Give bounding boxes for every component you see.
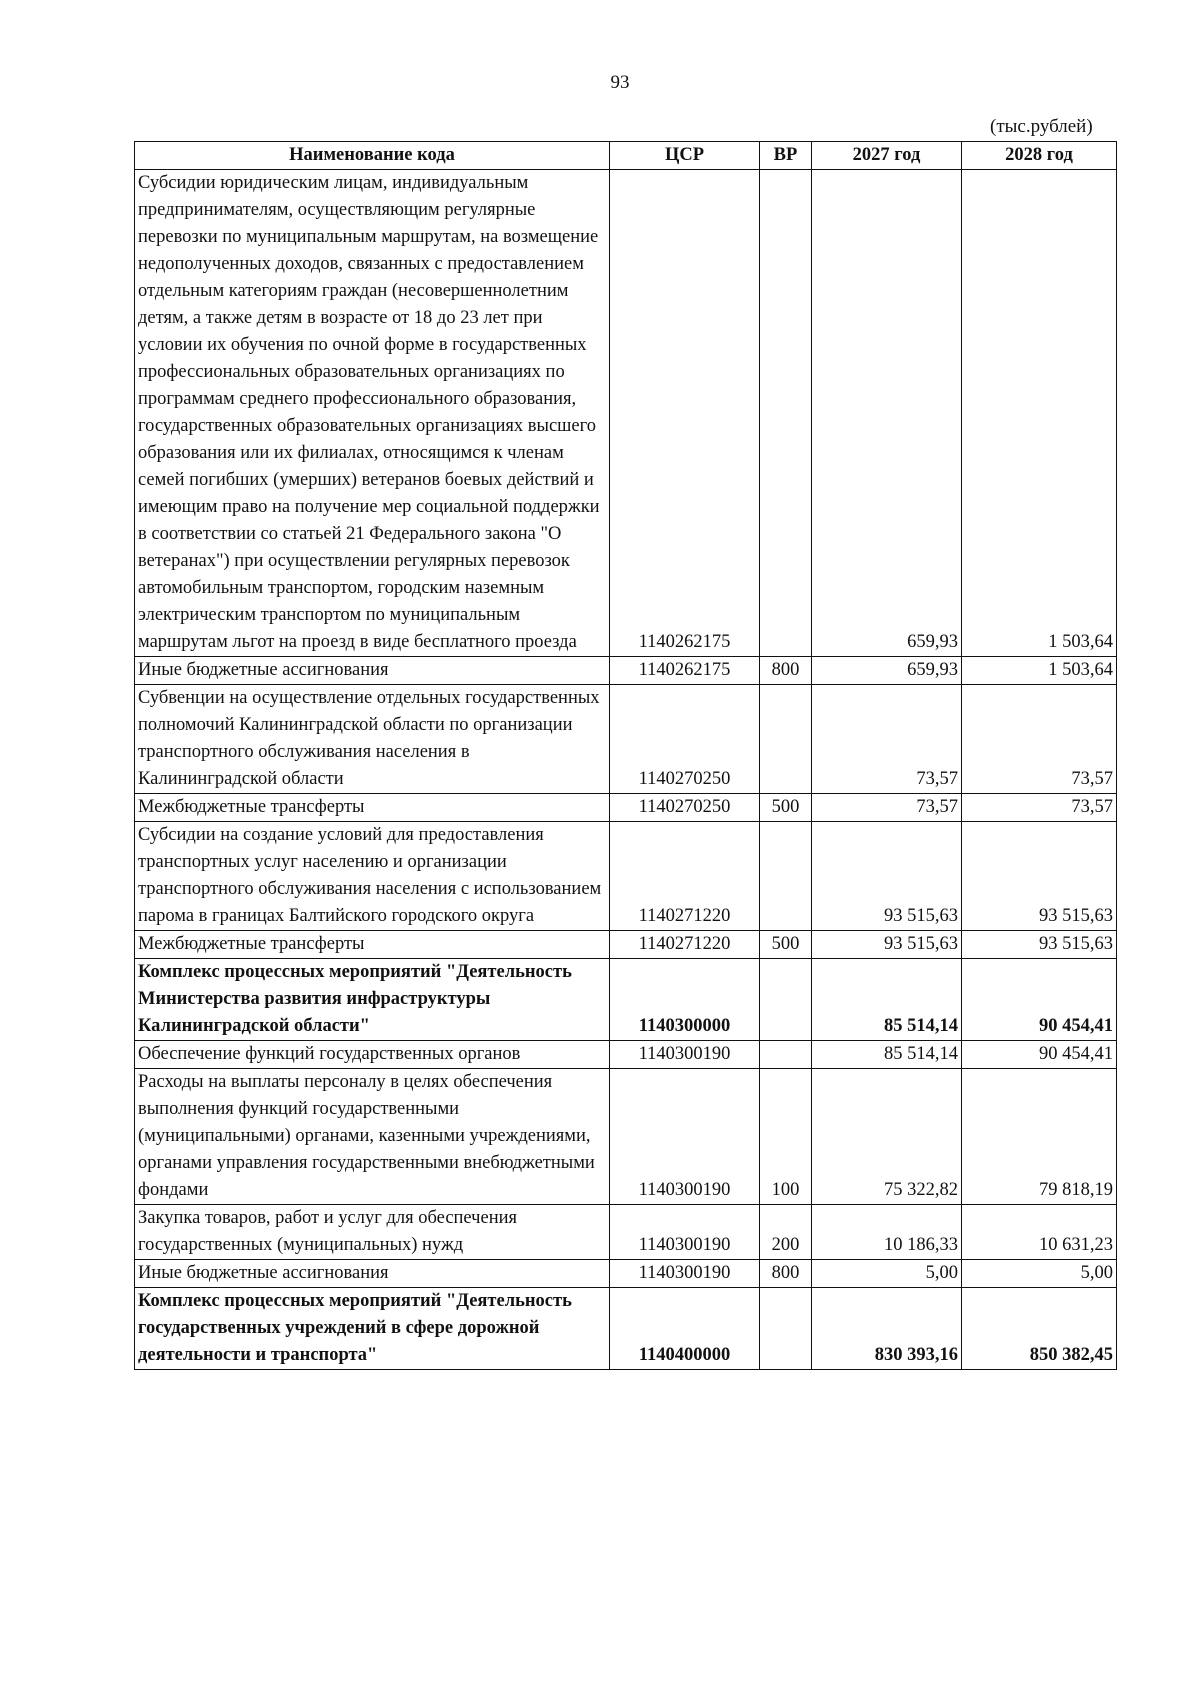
table-row xyxy=(135,1205,1117,1260)
cell-vr xyxy=(760,170,812,657)
units-label: (тыс.рублей) xyxy=(990,116,1093,137)
table-row xyxy=(135,170,1117,657)
cell-2027: 75 322,82 xyxy=(812,1069,962,1205)
cell-2027: 10 186,33 xyxy=(812,1205,962,1260)
cell-vr xyxy=(760,1041,812,1069)
cell-name: Субсидии на создание условий для предоставления транспортных услуг населению и организации транспортного обслуживания населения с использованием парома в границах Балтийского городского округа xyxy=(135,822,610,931)
page-number: 93 xyxy=(610,72,630,93)
cell-csr: 1140271220 xyxy=(610,822,760,931)
cell-name: Закупка товаров, работ и услуг для обеспечения государственных (муниципальных) нужд xyxy=(135,1205,610,1260)
cell-2028: 90 454,41 xyxy=(962,1041,1117,1069)
cell-2028: 73,57 xyxy=(962,685,1117,794)
cell-name: Обеспечение функций государственных органов xyxy=(135,1041,610,1069)
cell-vr: 100 xyxy=(760,1069,812,1205)
cell-csr: 1140271220 xyxy=(610,931,760,959)
cell-name: Комплекс процессных мероприятий "Деятельность Министерства развития инфраструктуры Калининградской области" xyxy=(135,959,610,1041)
cell-csr: 1140262175 xyxy=(610,170,760,657)
table-row xyxy=(135,931,1117,959)
cell-name: Субсидии юридическим лицам, индивидуальным предпринимателям, осуществляющим регулярные перевозки по муниципальным маршрутам, на возмещение недополученных доходов, связанных с предоставлением отдельным категориям граждан (несовершеннолетним детям, а также детям в возрасте от 18 до 23 лет при условии их обучения по очной форме в государственных профессиональных образовательных организациях по программам среднего профессионального образования, государственных образовательных организациях высшего образования или их филиалах, относящимся к членам семей погибших (умерших) ветеранов боевых действий и имеющим право на получение мер социальной поддержки в соответствии со статьей 21 Федерального закона "О ветеранах") при осуществлении регулярных перевозок автомобильным транспортом, городским наземным электрическим транспортом по муниципальным маршрутам льгот на проезд в виде бесплатного проезда xyxy=(135,170,610,657)
table-row xyxy=(135,794,1117,822)
cell-vr xyxy=(760,685,812,794)
cell-2028: 1 503,64 xyxy=(962,170,1117,657)
cell-csr: 1140300190 xyxy=(610,1205,760,1260)
header-2027: 2027 год xyxy=(812,142,962,170)
cell-vr: 800 xyxy=(760,657,812,685)
cell-name: Межбюджетные трансферты xyxy=(135,931,610,959)
cell-name: Субвенции на осуществление отдельных государственных полномочий Калининградской области по организации транспортного обслуживания населения в Калининградской области xyxy=(135,685,610,794)
cell-name: Комплекс процессных мероприятий "Деятельность государственных учреждений в сфере дорожной деятельности и транспорта" xyxy=(135,1288,610,1370)
cell-2027: 73,57 xyxy=(812,794,962,822)
cell-vr xyxy=(760,822,812,931)
cell-name: Иные бюджетные ассигнования xyxy=(135,1260,610,1288)
header-csr: ЦСР xyxy=(610,142,760,170)
cell-2028: 1 503,64 xyxy=(962,657,1117,685)
cell-vr: 800 xyxy=(760,1260,812,1288)
table-row xyxy=(135,1288,1117,1370)
table-header-row xyxy=(135,142,1117,170)
table-row xyxy=(135,1260,1117,1288)
cell-2028: 90 454,41 xyxy=(962,959,1117,1041)
cell-csr: 1140262175 xyxy=(610,657,760,685)
cell-vr xyxy=(760,959,812,1041)
cell-csr: 1140270250 xyxy=(610,794,760,822)
cell-2028: 850 382,45 xyxy=(962,1288,1117,1370)
cell-2027: 85 514,14 xyxy=(812,1041,962,1069)
cell-vr xyxy=(760,1288,812,1370)
cell-2028: 5,00 xyxy=(962,1260,1117,1288)
cell-csr: 1140300000 xyxy=(610,959,760,1041)
header-name: Наименование кода xyxy=(135,142,610,170)
table-body xyxy=(135,170,1117,1370)
cell-csr: 1140400000 xyxy=(610,1288,760,1370)
cell-vr: 500 xyxy=(760,931,812,959)
cell-2028: 79 818,19 xyxy=(962,1069,1117,1205)
cell-2028: 93 515,63 xyxy=(962,931,1117,959)
cell-2028: 73,57 xyxy=(962,794,1117,822)
cell-2027: 830 393,16 xyxy=(812,1288,962,1370)
cell-2027: 93 515,63 xyxy=(812,931,962,959)
cell-2028: 10 631,23 xyxy=(962,1205,1117,1260)
cell-2028: 93 515,63 xyxy=(962,822,1117,931)
cell-name: Иные бюджетные ассигнования xyxy=(135,657,610,685)
cell-2027: 5,00 xyxy=(812,1260,962,1288)
cell-vr: 500 xyxy=(760,794,812,822)
budget-table xyxy=(134,141,1117,1370)
table-row xyxy=(135,1069,1117,1205)
table-row xyxy=(135,959,1117,1041)
cell-2027: 659,93 xyxy=(812,657,962,685)
cell-2027: 93 515,63 xyxy=(812,822,962,931)
cell-vr: 200 xyxy=(760,1205,812,1260)
cell-csr: 1140300190 xyxy=(610,1069,760,1205)
table-row xyxy=(135,657,1117,685)
cell-csr: 1140270250 xyxy=(610,685,760,794)
header-2028: 2028 год xyxy=(962,142,1117,170)
cell-csr: 1140300190 xyxy=(610,1260,760,1288)
cell-2027: 85 514,14 xyxy=(812,959,962,1041)
table-row xyxy=(135,1041,1117,1069)
cell-csr: 1140300190 xyxy=(610,1041,760,1069)
cell-name: Межбюджетные трансферты xyxy=(135,794,610,822)
table-row xyxy=(135,822,1117,931)
header-vr: ВР xyxy=(760,142,812,170)
cell-2027: 73,57 xyxy=(812,685,962,794)
table-row xyxy=(135,685,1117,794)
cell-2027: 659,93 xyxy=(812,170,962,657)
cell-name: Расходы на выплаты персоналу в целях обеспечения выполнения функций государственными (муниципальными) органами, казенными учреждениями, органами управления государственными внебюджетными фондами xyxy=(135,1069,610,1205)
